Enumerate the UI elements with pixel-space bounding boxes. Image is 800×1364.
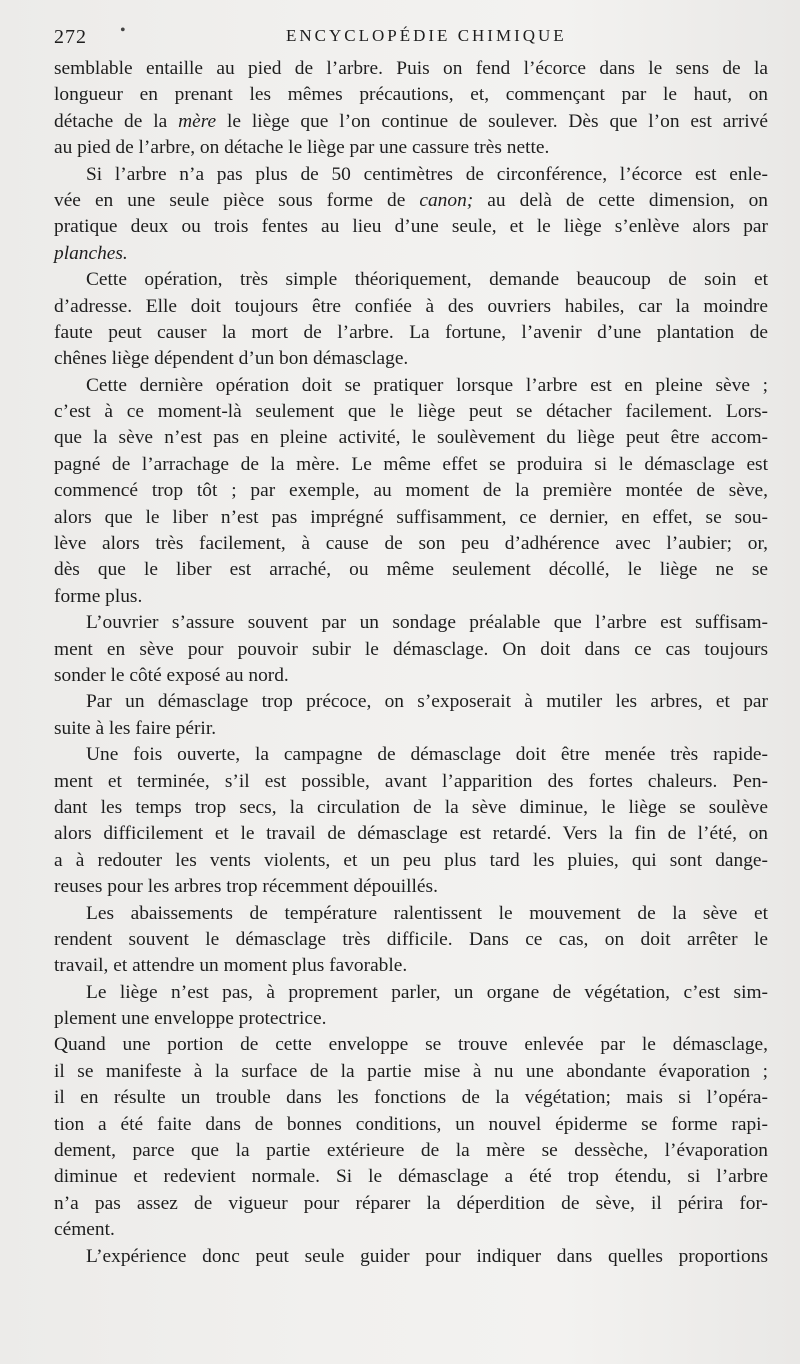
text-line: Quand une portion de cette enveloppe se trouve enlevée par le démasclage, <box>54 1034 768 1056</box>
paragraph <box>54 689 768 742</box>
text-line: Le liège n’est pas, à proprement parler, un organe de végétation, c’est sim- <box>86 981 768 1003</box>
page-header <box>54 22 764 52</box>
text-line: tion a été faite dans de bonnes conditions, un nouvel épiderme se forme rapi- <box>54 1113 768 1135</box>
text-line: détache de la mère le liège que l’on continue de soulever. Dès que l’on est arrivé <box>54 110 768 132</box>
text-line: il en résulte un trouble dans les fonctions de la végétation; mais si l’opéra- <box>54 1087 768 1109</box>
paragraph <box>54 1244 768 1270</box>
text-line: reuses pour les arbres trop récemment dépouillés. <box>54 876 438 898</box>
paragraph <box>54 901 768 980</box>
paragraph <box>54 162 768 268</box>
text-line: plement une enveloppe protectrice. <box>54 1008 327 1030</box>
text-line: Par un démasclage trop précoce, on s’exposerait à mutiler les arbres, et par <box>86 691 768 713</box>
text-line: Cette dernière opération doit se pratiquer lorsque l’arbre est en pleine sève ; <box>86 374 768 396</box>
text-line: Cette opération, très simple théoriquement, demande beaucoup de soin et <box>86 269 768 291</box>
text-line: c’est à ce moment-là seulement que le liège peut se détacher facilement. Lors- <box>54 401 768 423</box>
text-line: dement, parce que la partie extérieure de la mère se dessèche, l’évaporation <box>54 1140 768 1162</box>
text-line: Les abaissements de température ralentissent le mouvement de la sève et <box>86 902 768 924</box>
text-line: a à redouter les vents violents, et un peu plus tard les pluies, qui sont dange- <box>54 849 768 871</box>
italic-term: canon; <box>419 189 474 211</box>
text-line: que la sève n’est pas en pleine activité, le soulèvement du liège peut être accom- <box>54 427 768 449</box>
header-mark: • <box>120 22 126 39</box>
paragraph <box>54 610 768 689</box>
paragraph <box>54 373 768 611</box>
italic-term: mère <box>178 110 217 132</box>
text-line: n’a pas assez de vigueur pour réparer la déperdition de sève, il périra for- <box>54 1192 768 1214</box>
text-line: vée en une seule pièce sous forme de canon; au delà de cette dimension, on <box>54 189 769 211</box>
text-line: ment en sève pour pouvoir subir le démasclage. On doit dans ce cas toujours <box>54 638 768 660</box>
paragraph <box>54 56 768 162</box>
italic-term: planches. <box>54 242 128 264</box>
text-line: cément. <box>54 1219 115 1241</box>
text-line: pagné de l’arrachage de la mère. Le même effet se produira si le démasclage est <box>54 453 768 475</box>
paragraph <box>54 980 768 1033</box>
page-number: 272 <box>54 26 87 48</box>
text-line: lève alors très facilement, à cause de son peu d’adhérence avec l’aubier; or, <box>54 533 768 555</box>
text-line: forme plus. <box>54 585 143 607</box>
paragraph <box>54 742 768 900</box>
running-title: ENCYCLOPÉDIE CHIMIQUE <box>286 26 567 45</box>
text-line: Si l’arbre n’a pas plus de 50 centimètres de circonférence, l’écorce est enle- <box>86 163 768 185</box>
text-line: alors que le liber n’est pas imprégné suffisamment, ce dernier, en effet, se sou- <box>54 506 768 528</box>
body-text <box>54 56 768 1270</box>
text-line: dant les temps trop secs, la circulation de la sève diminue, le liège se soulève <box>54 796 768 818</box>
text-line: ment et terminée, s’il est possible, avant l’apparition des fortes chaleurs. Pen- <box>54 770 768 792</box>
text-line: suite à les faire périr. <box>54 717 217 739</box>
text-line: au pied de l’arbre, on détache le liège par une cassure très nette. <box>54 137 550 159</box>
text-line: semblable entaille au pied de l’arbre. Puis on fend l’écorce dans le sens de la <box>54 58 768 79</box>
text-line: commencé trop tôt ; par exemple, au moment de la première montée de sève, <box>54 480 768 502</box>
text-line: diminue et redevient normale. Si le démasclage a été trop étendu, si l’arbre <box>54 1166 768 1188</box>
text-line: dès que le liber est arraché, ou même seulement décollé, le liège ne se <box>54 559 768 581</box>
text-line: il se manifeste à la surface de la partie mise à nu une abondante évaporation ; <box>54 1060 768 1082</box>
text-line: Une fois ouverte, la campagne de démasclage doit être menée très rapide- <box>86 744 768 766</box>
text-line: L’ouvrier s’assure souvent par un sondage préalable que l’arbre est suffisam- <box>86 612 768 634</box>
text-line: faute peut causer la mort de l’arbre. La fortune, l’avenir d’une plantation de <box>54 321 768 343</box>
text-line: alors difficilement et le travail de démasclage est retardé. Vers la fin de l’été, on <box>54 823 768 845</box>
text-line <box>54 241 768 267</box>
text-line: rendent souvent le démasclage très difficile. Dans ce cas, on doit arrêter le <box>54 928 768 950</box>
text-line: d’adresse. Elle doit toujours être confiée à des ouvriers habiles, car la moindre <box>54 295 768 317</box>
text-line: travail, et attendre un moment plus favorable. <box>54 955 408 977</box>
text-line: sonder le côté exposé au nord. <box>54 664 289 686</box>
paragraph <box>54 1032 768 1243</box>
text-line: L’expérience donc peut seule guider pour indiquer dans quelles proportions <box>86 1245 768 1267</box>
paragraph <box>54 267 768 373</box>
text-line: pratique deux ou trois fentes au lieu d’une seule, et le liège s’enlève alors par <box>54 216 768 238</box>
text-line: chênes liège dépendent d’un bon démasclage. <box>54 348 409 370</box>
text-line: longueur en prenant les mêmes précautions, et, commençant par le haut, on <box>54 84 768 106</box>
